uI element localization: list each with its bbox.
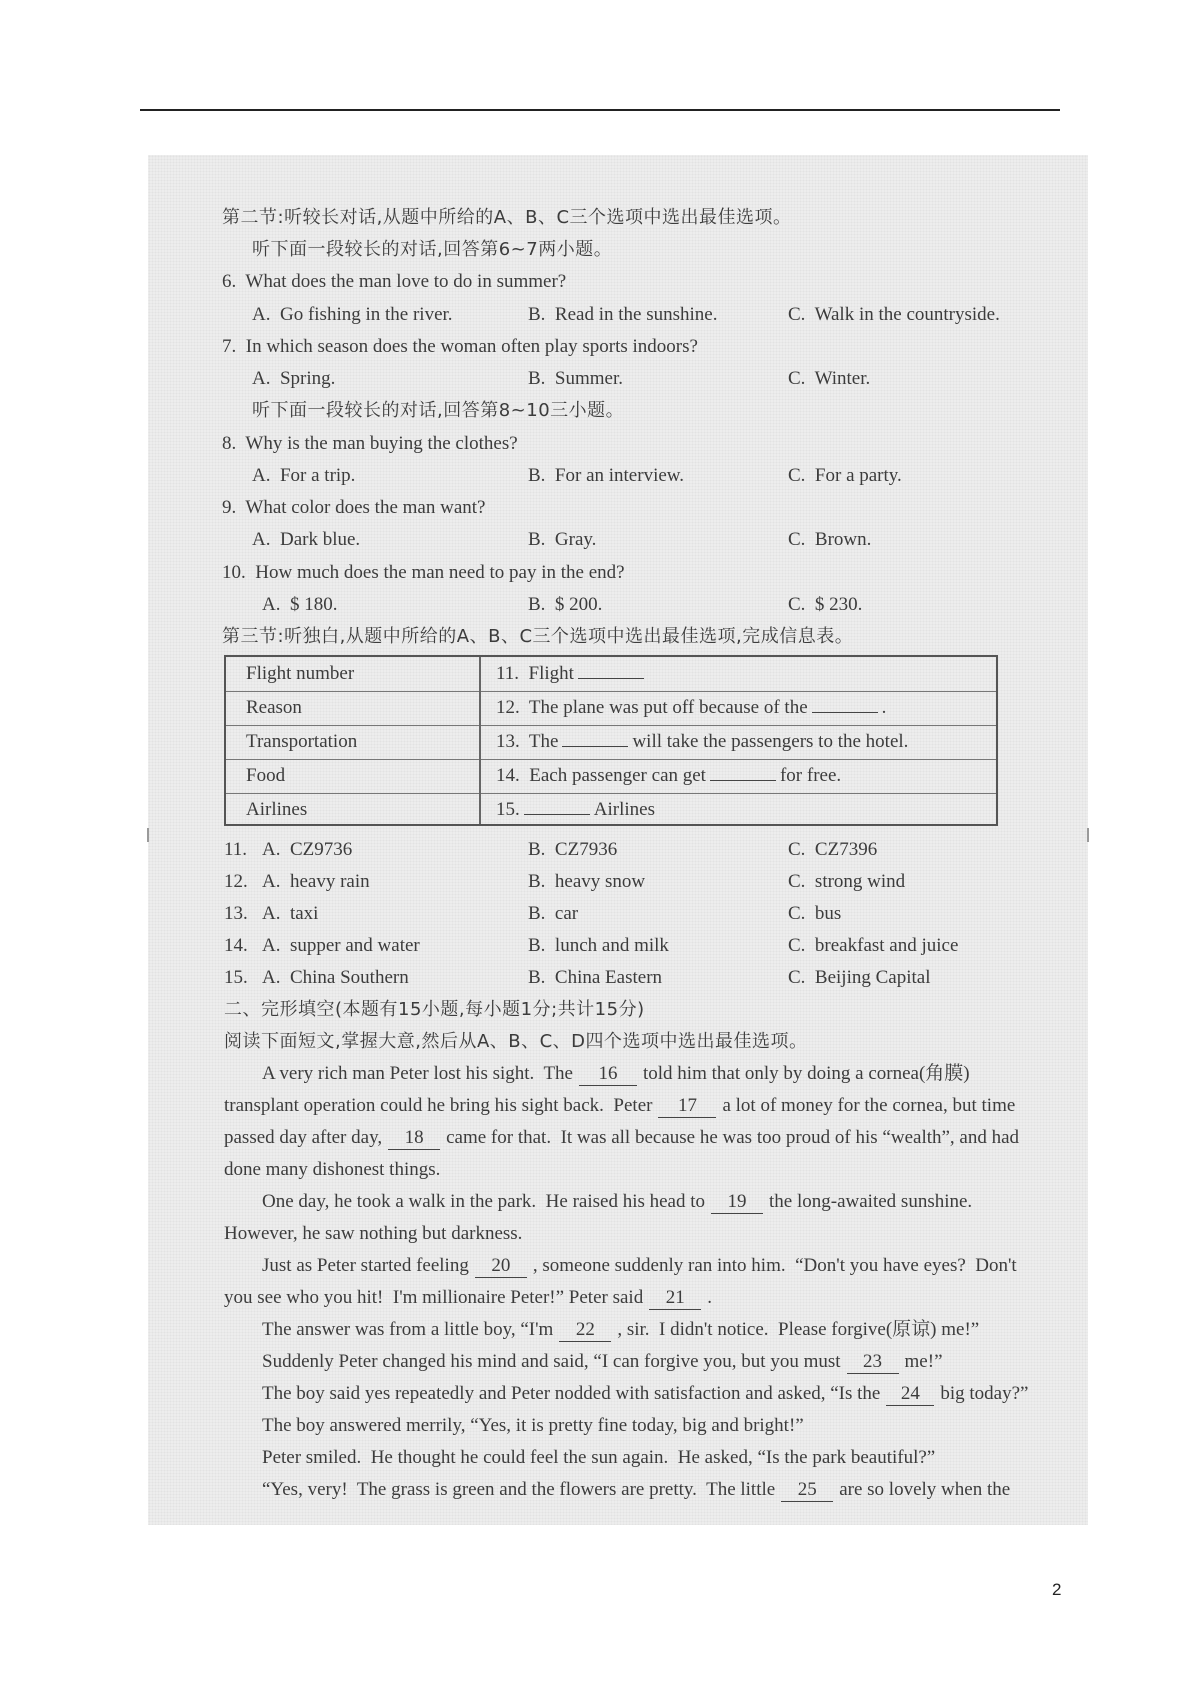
q8-option-a: A. For a trip. — [252, 465, 356, 486]
passage-line — [224, 1094, 1015, 1118]
q15-option-c: C. Beijing Capital — [788, 967, 931, 988]
question-8: 8. Why is the man buying the clothes? — [222, 433, 518, 454]
answer-blank — [578, 678, 644, 679]
passage-text: told him that only by doing a cornea(角膜) — [643, 1063, 970, 1084]
cloze-title: 二、完形填空(本题有15小题,每小题1分;共计15分) — [224, 999, 645, 1020]
q13-option-a: A. taxi — [262, 903, 319, 924]
table-value — [496, 696, 886, 720]
passage-line — [224, 1286, 712, 1310]
passage-text: you see who you hit! I'm millionaire Peter!” Peter said — [224, 1287, 644, 1308]
passage-text: A very rich man Peter lost his sight. The — [262, 1063, 573, 1084]
cloze-blank: 22 — [559, 1319, 611, 1342]
cloze-blank: 18 — [388, 1127, 440, 1150]
q6-option-b: B. Read in the sunshine. — [528, 304, 718, 325]
cloze-blank: 24 — [886, 1383, 934, 1406]
section2-instruction-6-7: 听下面一段较长的对话,回答第6~7两小题。 — [252, 239, 613, 260]
passage-text: a lot of money for the cornea, but time — [722, 1095, 1016, 1116]
table-row — [226, 793, 996, 824]
passage-text: , someone suddenly ran into him. “Don't you have eyes? Don't — [532, 1255, 1017, 1276]
q15-number: 15. — [224, 967, 248, 988]
section3-title: 第三节:听独白,从题中所给的A、B、C三个选项中选出最佳选项,完成信息表。 — [222, 626, 854, 647]
q14-number: 14. — [224, 935, 248, 956]
passage-line — [224, 1126, 1019, 1150]
q10-option-b: B. $ 200. — [528, 594, 603, 615]
page-number: 2 — [1052, 1580, 1062, 1599]
passage-text: One day, he took a walk in the park. He raised his head to — [262, 1191, 706, 1212]
passage-text: passed day after day, — [224, 1127, 383, 1148]
q8-option-c: C. For a party. — [788, 465, 902, 486]
passage-text: transplant operation could he bring his sight back. Peter — [224, 1095, 653, 1116]
answer-blank — [524, 814, 590, 815]
q12-option-b: B. heavy snow — [528, 871, 646, 892]
passage-text: The answer was from a little boy, “I'm — [262, 1319, 554, 1340]
passage-line: The boy answered merrily, “Yes, it is pretty fine today, big and bright!” — [262, 1415, 804, 1436]
scan-mark-left — [147, 828, 149, 842]
q14-option-a: A. supper and water — [262, 935, 420, 956]
q10-option-c: C. $ 230. — [788, 594, 863, 615]
q6-option-a: A. Go fishing in the river. — [252, 304, 453, 325]
passage-text: , sir. I didn't notice. Please forgive(原谅) me!” — [617, 1319, 980, 1340]
passage-line — [262, 1478, 1010, 1502]
q13-option-b: B. car — [528, 903, 579, 924]
cloze-blank: 20 — [475, 1255, 527, 1278]
q7-option-a: A. Spring. — [252, 368, 336, 389]
q9-option-a: A. Dark blue. — [252, 529, 361, 550]
cloze-blank: 25 — [781, 1479, 833, 1502]
table-value-text: 12. The plane was put off because of the — [496, 697, 808, 718]
q11-number: 11. — [224, 839, 248, 860]
cloze-blank: 23 — [847, 1351, 899, 1374]
cloze-blank: 16 — [579, 1063, 637, 1086]
q7-option-c: C. Winter. — [788, 368, 871, 389]
scan-mark-right — [1087, 828, 1089, 842]
table-row — [226, 725, 996, 760]
table-row — [226, 657, 996, 692]
table-value — [496, 798, 655, 822]
q14-option-c: C. breakfast and juice — [788, 935, 959, 956]
passage-text: big today?” — [940, 1383, 1029, 1404]
passage-line — [262, 1350, 943, 1374]
table-value-text: will take the passengers to the hotel. — [632, 731, 909, 752]
table-value-text: 14. Each passenger can get — [496, 765, 706, 786]
question-7: 7. In which season does the woman often play sports indoors? — [222, 336, 698, 357]
q6-option-c: C. Walk in the countryside. — [788, 304, 1000, 325]
q9-option-c: C. Brown. — [788, 529, 872, 550]
passage-text: “Yes, very! The grass is green and the flowers are pretty. The little — [262, 1479, 776, 1500]
passage-line — [262, 1318, 979, 1342]
table-row — [226, 691, 996, 726]
table-label: Transportation — [246, 731, 358, 752]
answer-blank — [710, 780, 776, 781]
table-label: Food — [246, 765, 286, 786]
q10-option-a: A. $ 180. — [262, 594, 338, 615]
question-6: 6. What does the man love to do in summer? — [222, 271, 567, 292]
q12-option-a: A. heavy rain — [262, 871, 370, 892]
passage-text: . — [707, 1287, 712, 1308]
q12-option-c: C. strong wind — [788, 871, 906, 892]
cloze-blank: 19 — [711, 1191, 763, 1214]
table-value-text: 11. Flight — [496, 663, 574, 684]
passage-line: However, he saw nothing but darkness. — [224, 1223, 523, 1244]
table-divider — [479, 691, 481, 725]
info-table — [224, 655, 998, 826]
table-divider — [479, 657, 481, 691]
table-divider — [479, 725, 481, 759]
table-divider — [479, 759, 481, 793]
answer-blank — [812, 712, 878, 713]
table-divider — [479, 793, 481, 824]
table-value-text: 13. The — [496, 731, 559, 752]
cloze-blank: 17 — [658, 1095, 716, 1118]
passage-text: Just as Peter started feeling — [262, 1255, 469, 1276]
passage-text: Suddenly Peter changed his mind and said, “I can forgive you, but you must — [262, 1351, 841, 1372]
table-value-text: 15. — [496, 799, 520, 820]
table-label: Reason — [246, 697, 302, 718]
header-rule — [140, 109, 1060, 111]
table-value-text: Airlines — [593, 799, 655, 820]
table-value — [496, 730, 908, 754]
q9-option-b: B. Gray. — [528, 529, 597, 550]
question-10: 10. How much does the man need to pay in the end? — [222, 562, 625, 583]
table-row — [226, 759, 996, 794]
passage-text: came for that. It was all because he was too proud of his “wealth”, and had — [446, 1127, 1020, 1148]
q15-option-b: B. China Eastern — [528, 967, 663, 988]
q8-option-b: B. For an interview. — [528, 465, 685, 486]
section2-title: 第二节:听较长对话,从题中所给的A、B、C三个选项中选出最佳选项。 — [222, 207, 792, 228]
cloze-instruction: 阅读下面短文,掌握大意,然后从A、B、C、D四个选项中选出最佳选项。 — [224, 1031, 808, 1052]
cloze-blank: 21 — [649, 1287, 701, 1310]
q11-option-b: B. CZ7936 — [528, 839, 618, 860]
passage-line — [262, 1062, 970, 1086]
passage-text: the long-awaited sunshine. — [769, 1191, 973, 1212]
passage-line: done many dishonest things. — [224, 1159, 441, 1180]
q11-option-c: C. CZ7396 — [788, 839, 878, 860]
q13-option-c: C. bus — [788, 903, 842, 924]
passage-line — [262, 1382, 1028, 1406]
q12-number: 12. — [224, 871, 248, 892]
question-9: 9. What color does the man want? — [222, 497, 486, 518]
answer-blank — [562, 746, 628, 747]
table-value — [496, 662, 648, 686]
passage-text: me!” — [904, 1351, 943, 1372]
table-label: Flight number — [246, 663, 355, 684]
q11-option-a: A. CZ9736 — [262, 839, 353, 860]
table-value — [496, 764, 841, 788]
q13-number: 13. — [224, 903, 248, 924]
q15-option-a: A. China Southern — [262, 967, 409, 988]
table-value-text: for free. — [779, 765, 842, 786]
table-label: Airlines — [246, 799, 308, 820]
passage-text: The boy said yes repeatedly and Peter nodded with satisfaction and asked, “Is the — [262, 1383, 881, 1404]
passage-text: are so lovely when the — [839, 1479, 1011, 1500]
table-value-text: . — [881, 697, 887, 718]
q7-option-b: B. Summer. — [528, 368, 624, 389]
q14-option-b: B. lunch and milk — [528, 935, 669, 956]
passage-line: Peter smiled. He thought he could feel the sun again. He asked, “Is the park beautiful?” — [262, 1447, 936, 1468]
section2-instruction-8-10: 听下面一段较长的对话,回答第8~10三小题。 — [252, 400, 625, 421]
passage-line — [262, 1254, 1017, 1278]
passage-line — [262, 1190, 972, 1214]
